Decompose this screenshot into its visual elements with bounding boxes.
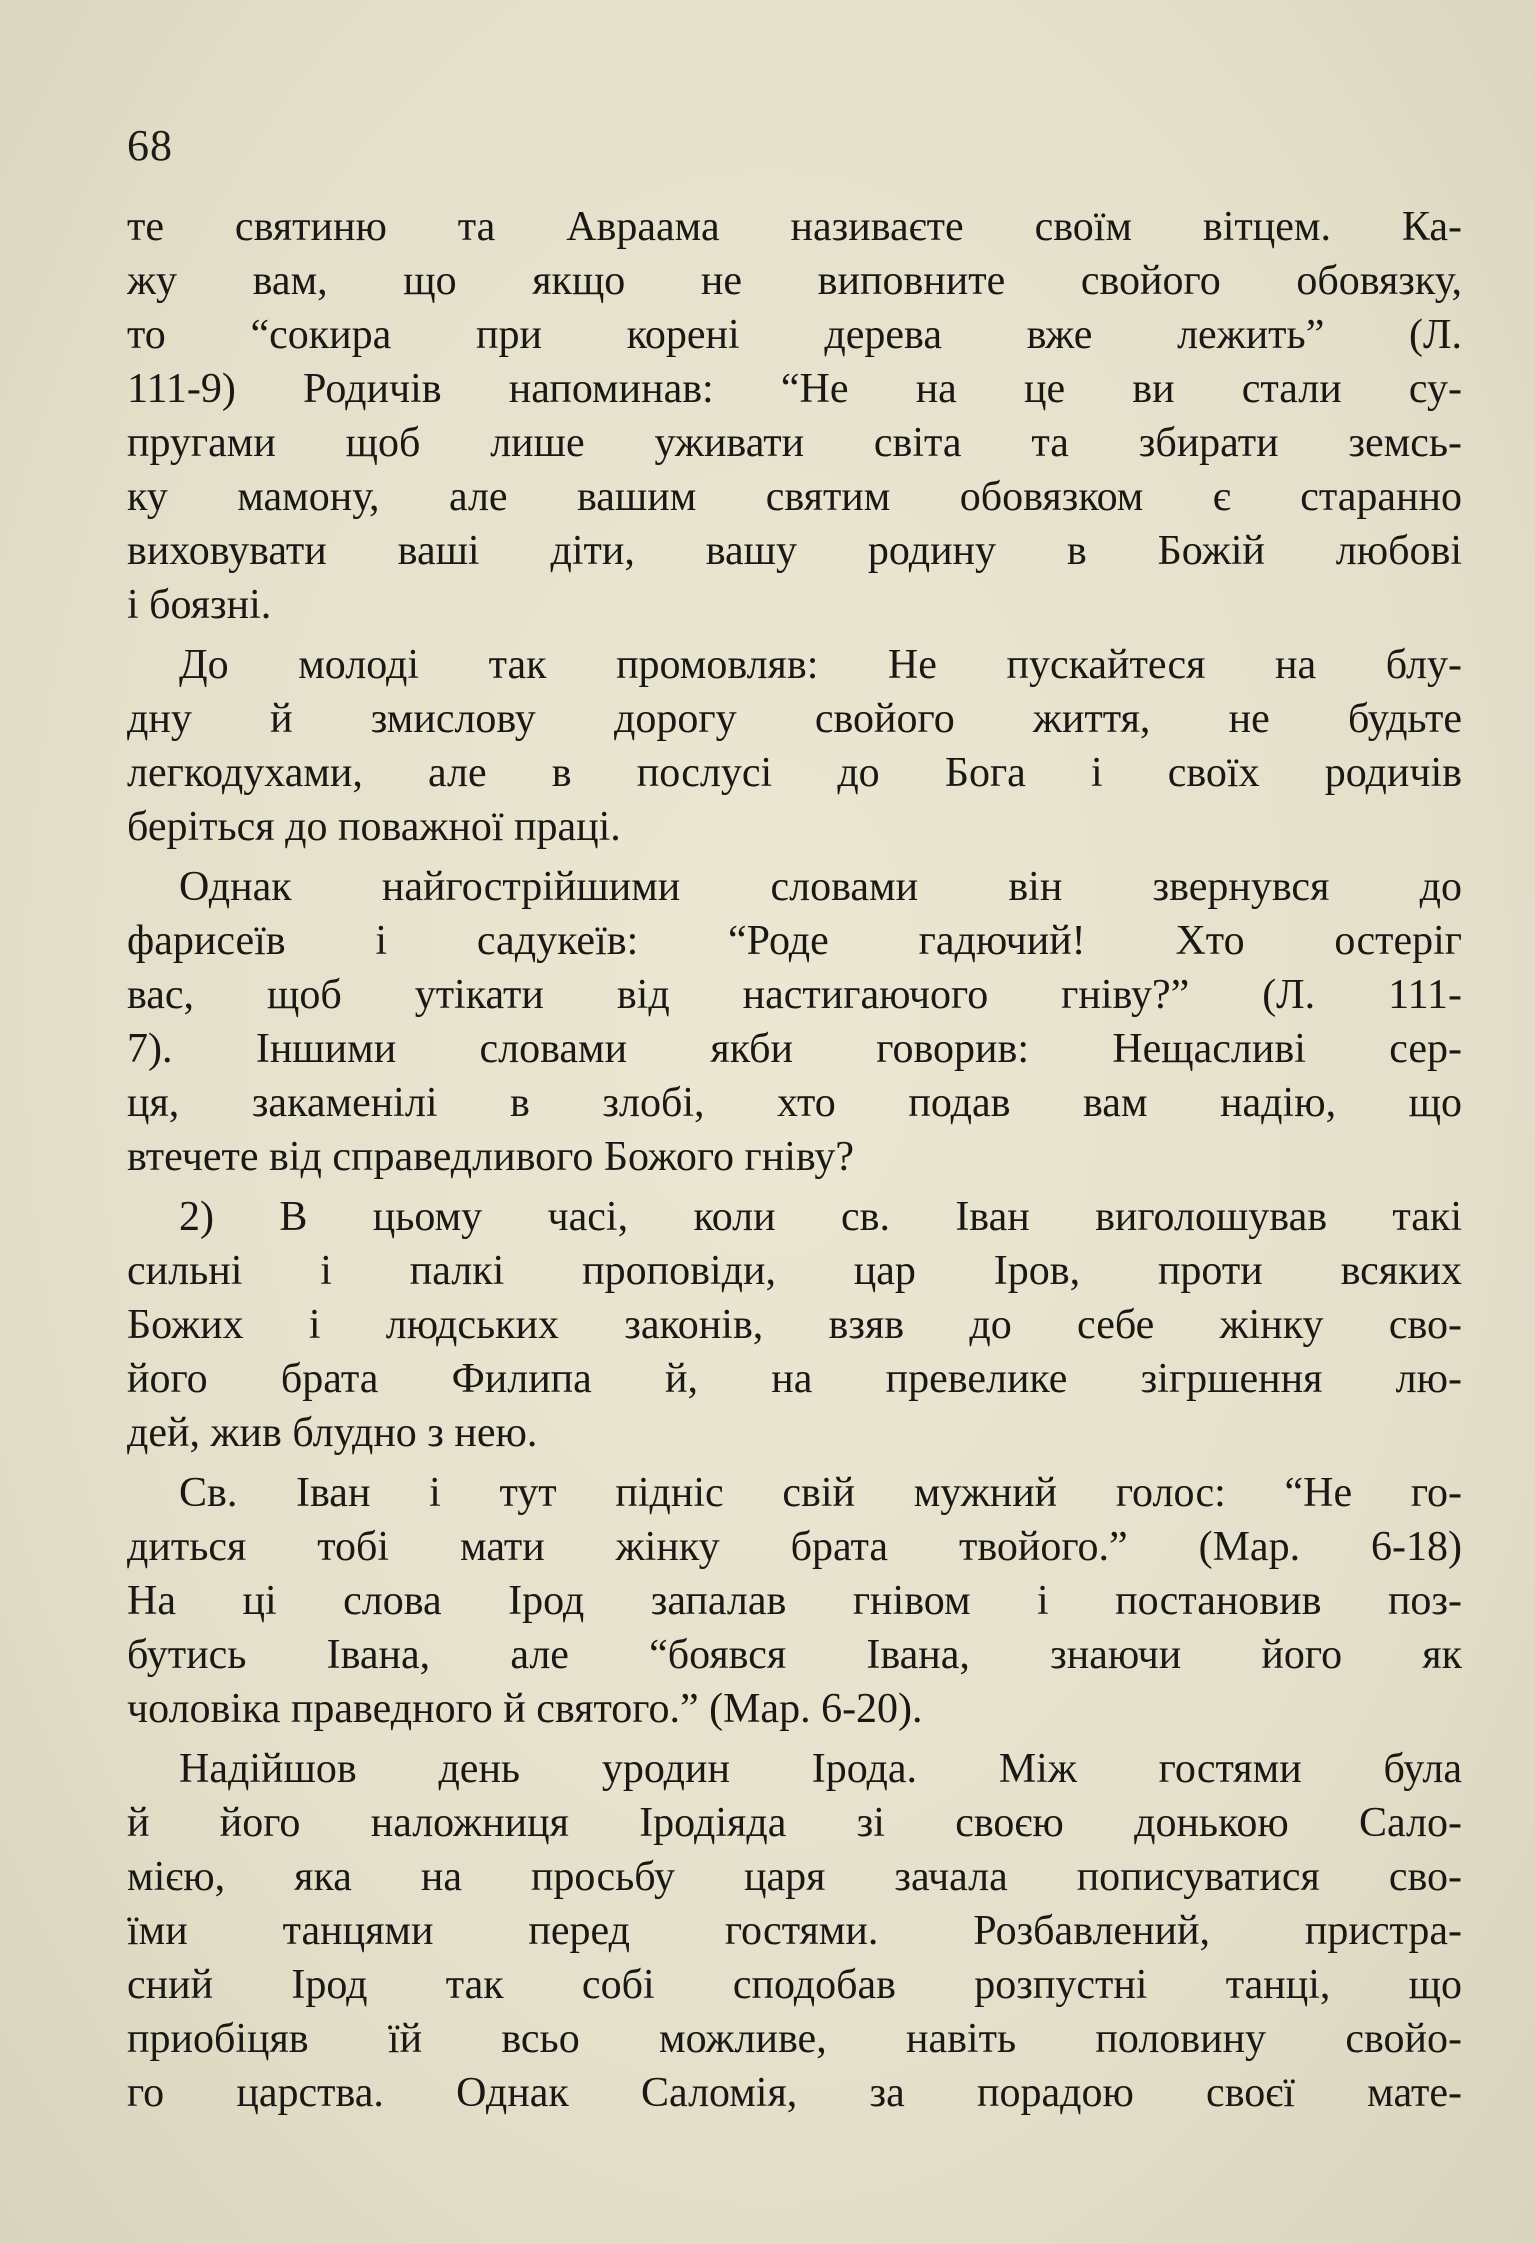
page-number: 68: [127, 121, 173, 170]
paragraph: [127, 200, 1462, 632]
text-line: сний Ірод так собі сподобав розпустні танці, що: [127, 1962, 1462, 2008]
text-line: бутись Івана, але “боявся Івана, знаючи його як: [127, 1632, 1462, 1678]
text-line: диться тобі мати жінку брата твойого.” (Мар. 6-18): [127, 1524, 1462, 1570]
text-line: 2) В цьому часі, коли св. Іван виголошував такі: [179, 1194, 1462, 1240]
body-text: [127, 200, 1462, 2120]
paragraph: [127, 1190, 1462, 1460]
text-line: До молоді так промовляв: Не пускайтеся на блу-: [179, 642, 1462, 688]
text-line: пругами щоб лише уживати світа та збирати земсь-: [127, 420, 1462, 466]
text-line: і боязні.: [127, 582, 272, 628]
text-line: На ці слова Ірод запалав гнівом і постановив поз-: [127, 1578, 1462, 1624]
paragraph: [127, 1742, 1462, 2120]
text-line: приобіцяв їй всьо можливе, навіть половину свойо-: [127, 2016, 1462, 2062]
text-line: жу вам, що якщо не виповните свойого обовязку,: [127, 258, 1462, 304]
text-line: втечете від справедливого Божого гніву?: [127, 1134, 854, 1180]
text-line: легкодухами, але в послусі до Бога і своїх родичів: [127, 750, 1462, 796]
text-line: дей, жив блудно з нею.: [127, 1410, 538, 1456]
text-line: ку мамону, але вашим святим обовязком є старанно: [127, 474, 1462, 520]
text-line: чоловіка праведного й святого.” (Мар. 6-20).: [127, 1686, 923, 1732]
text-line: його брата Филипа й, на превелике зігршення лю-: [127, 1356, 1462, 1402]
text-line: то “сокира при корені дерева вже лежить” (Л.: [127, 312, 1462, 358]
text-line: фарисеїв і садукеїв: “Роде гадючий! Хто остеріг: [127, 918, 1462, 964]
text-line: те святиню та Авраама називаєте своїм вітцем. Ка-: [127, 204, 1462, 250]
text-line: Однак найгострійшими словами він звернувся до: [179, 864, 1462, 910]
paragraph: [127, 1466, 1462, 1736]
text-line: 7). Іншими словами якби говорив: Нещасливі сер-: [127, 1026, 1462, 1072]
text-line: дну й змислову дорогу свойого життя, не будьте: [127, 696, 1462, 742]
text-line: 111-9) Родичів напоминав: “Не на це ви стали су-: [127, 366, 1462, 412]
text-line: виховувати ваші діти, вашу родину в Божій любові: [127, 528, 1462, 574]
text-line: мією, яка на просьбу царя зачала пописуватися сво-: [127, 1854, 1462, 1900]
text-line: Надійшов день уродин Ірода. Між гостями була: [179, 1746, 1462, 1792]
text-line: го царства. Однак Саломія, за порадою своєї мате-: [127, 2070, 1462, 2116]
text-line: їми танцями перед гостями. Розбавлений, пристра-: [127, 1908, 1462, 1954]
text-line: й його наложниця Іродіяда зі своєю донькою Сало-: [127, 1800, 1462, 1846]
paragraph: [127, 638, 1462, 854]
paragraph: [127, 860, 1462, 1184]
text-line: Св. Іван і тут підніс свій мужний голос: “Не го-: [179, 1470, 1462, 1516]
text-line: беріться до поважної праці.: [127, 804, 621, 850]
text-line: вас, щоб утікати від настигаючого гніву?” (Л. 111-: [127, 972, 1462, 1018]
text-line: сильні і палкі проповіди, цар Іров, проти всяких: [127, 1248, 1462, 1294]
text-line: ця, закаменілі в злобі, хто подав вам надію, що: [127, 1080, 1462, 1126]
text-line: Божих і людських законів, взяв до себе жінку сво-: [127, 1302, 1462, 1348]
